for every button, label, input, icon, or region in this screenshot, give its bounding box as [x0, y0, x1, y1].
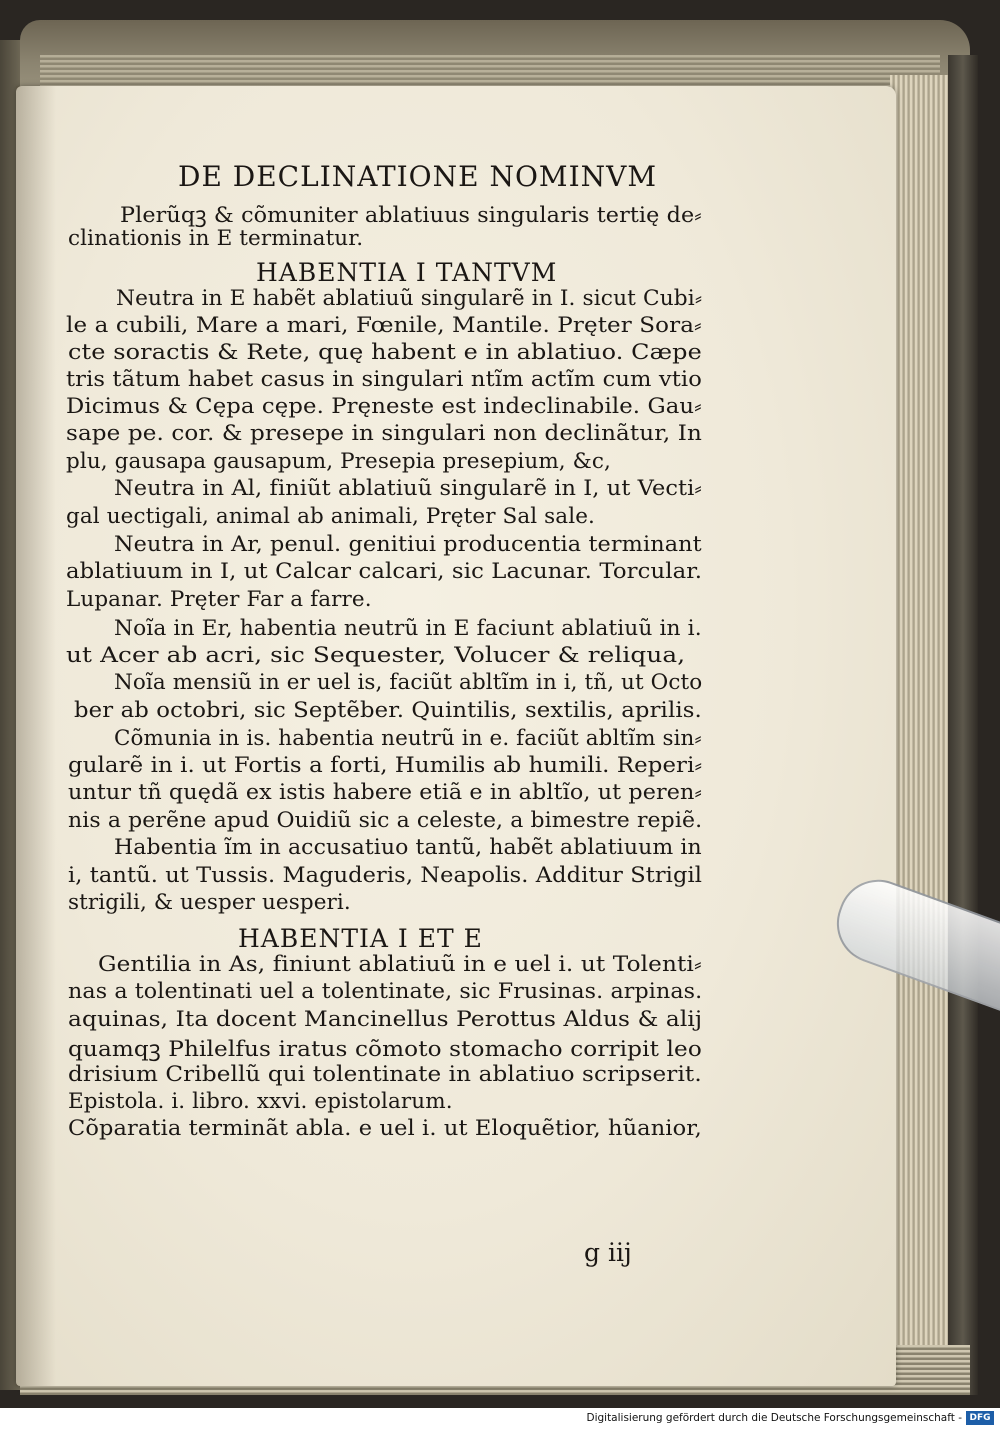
text-line: le a cubili, Mare a mari, Fœnile, Mantile. Pręter Sora⸗: [66, 313, 702, 338]
text-line: quamqꝫ Philelfus iratus cõmoto stomacho corripit leo: [68, 1037, 702, 1062]
signature-mark: g iij: [584, 1238, 632, 1267]
text-line: Neutra in Al, finiũt ablatiuũ singularẽ in I, ut Vecti⸗: [114, 476, 703, 501]
text-line: Neutra in Ar, penul. genitiui producentia terminant: [114, 532, 702, 557]
text-line: i, tantũ. ut Tussis. Maguderis, Neapolis. Additur Strigil: [68, 863, 703, 888]
text-line: Noĩa mensiũ in er uel is, faciũt abltĩm in i, tñ, ut Octo: [114, 670, 703, 695]
text-line: Gentilia in As, finiunt ablatiuũ in e uel i. ut Tolenti⸗: [98, 952, 702, 977]
text-line: Habentia ĩm in accusatiuo tantũ, habẽt ablatiuum in: [114, 835, 702, 860]
text-line: aquinas, Ita docent Mancinellus Perottus Aldus & alij: [68, 1007, 703, 1032]
text-line: drisium Cribellũ qui tolentinate in ablatiuo scripserit.: [68, 1062, 702, 1087]
section-heading: HABENTIA I ET E: [238, 924, 483, 953]
text-line: tris tãtum habet casus in singulari ntĩm actĩm cum vtio: [66, 367, 702, 392]
credit-text: Digitalisierung gefördert durch die Deutsche Forschungsgemeinschaft -: [586, 1412, 962, 1424]
text-line: strigili, & uesper uesperi.: [68, 890, 351, 915]
text-line: Cõparatia terminãt abla. e uel i. ut Eloquẽtior, hũanior,: [68, 1116, 702, 1141]
text-line: nis a perẽne apud Ouidiũ sic a celeste, a bimestre repiẽ.: [68, 808, 703, 833]
text-line: clinationis in E terminatur.: [68, 226, 364, 251]
footer-bar: [0, 1408, 1000, 1430]
text-line: Plerũqꝫ & cõmuniter ablatiuus singularis tertię de⸗: [120, 203, 702, 228]
text-line: cte soractis & Rete, quę habent e in ablatiuo. Cæpe: [68, 340, 702, 365]
page-gutter: [16, 86, 56, 1386]
text-line: sape pe. cor. & presepe in singulari non declinãtur, In: [66, 421, 702, 446]
text-line: ut Acer ab acri, sic Sequester, Volucer & reliqua,: [66, 643, 686, 668]
dfg-logo: DFG: [966, 1411, 994, 1425]
section-heading: HABENTIA I TANTVM: [256, 258, 558, 287]
text-line: untur tñ quędã ex istis habere etiã e in abltĩo, ut peren⸗: [68, 780, 702, 805]
book-page: [16, 86, 896, 1386]
text-line: Lupanar. Pręter Far a farre.: [66, 587, 372, 612]
text-line: Epistola. i. libro. xxvi. epistolarum.: [68, 1089, 453, 1114]
text-line: Dicimus & Cępa cępe. Pręneste est indeclinabile. Gau⸗: [66, 394, 702, 419]
text-line: plu, gausapa gausapum, Presepia presepium, &c,: [66, 449, 611, 474]
text-line: ablatiuum in I, ut Calcar calcari, sic Lacunar. Torcular.: [66, 559, 703, 584]
text-line: Noĩa in Er, habentia neutrũ in E faciunt ablatiuũ in i.: [114, 616, 702, 641]
text-line: Neutra in E habẽt ablatiuũ singularẽ in I. sicut Cubi⸗: [116, 286, 703, 311]
right-cover: [948, 55, 978, 1395]
text-line: ber ab octobri, sic Septẽber. Quintilis, sextilis, aprilis.: [74, 698, 702, 723]
page-title: DE DECLINATIONE NOMINVM: [178, 160, 658, 193]
text-line: nas a tolentinati uel a tolentinate, sic Frusinas. arpinas.: [68, 979, 703, 1004]
text-line: gal uectigali, animal ab animali, Pręter Sal sale.: [66, 504, 595, 529]
text-line: gularẽ in i. ut Fortis a forti, Humilis ab humili. Reperi⸗: [68, 753, 703, 778]
text-line: Cõmunia in is. habentia neutrũ in e. faciũt abltĩm sin⸗: [114, 726, 702, 751]
